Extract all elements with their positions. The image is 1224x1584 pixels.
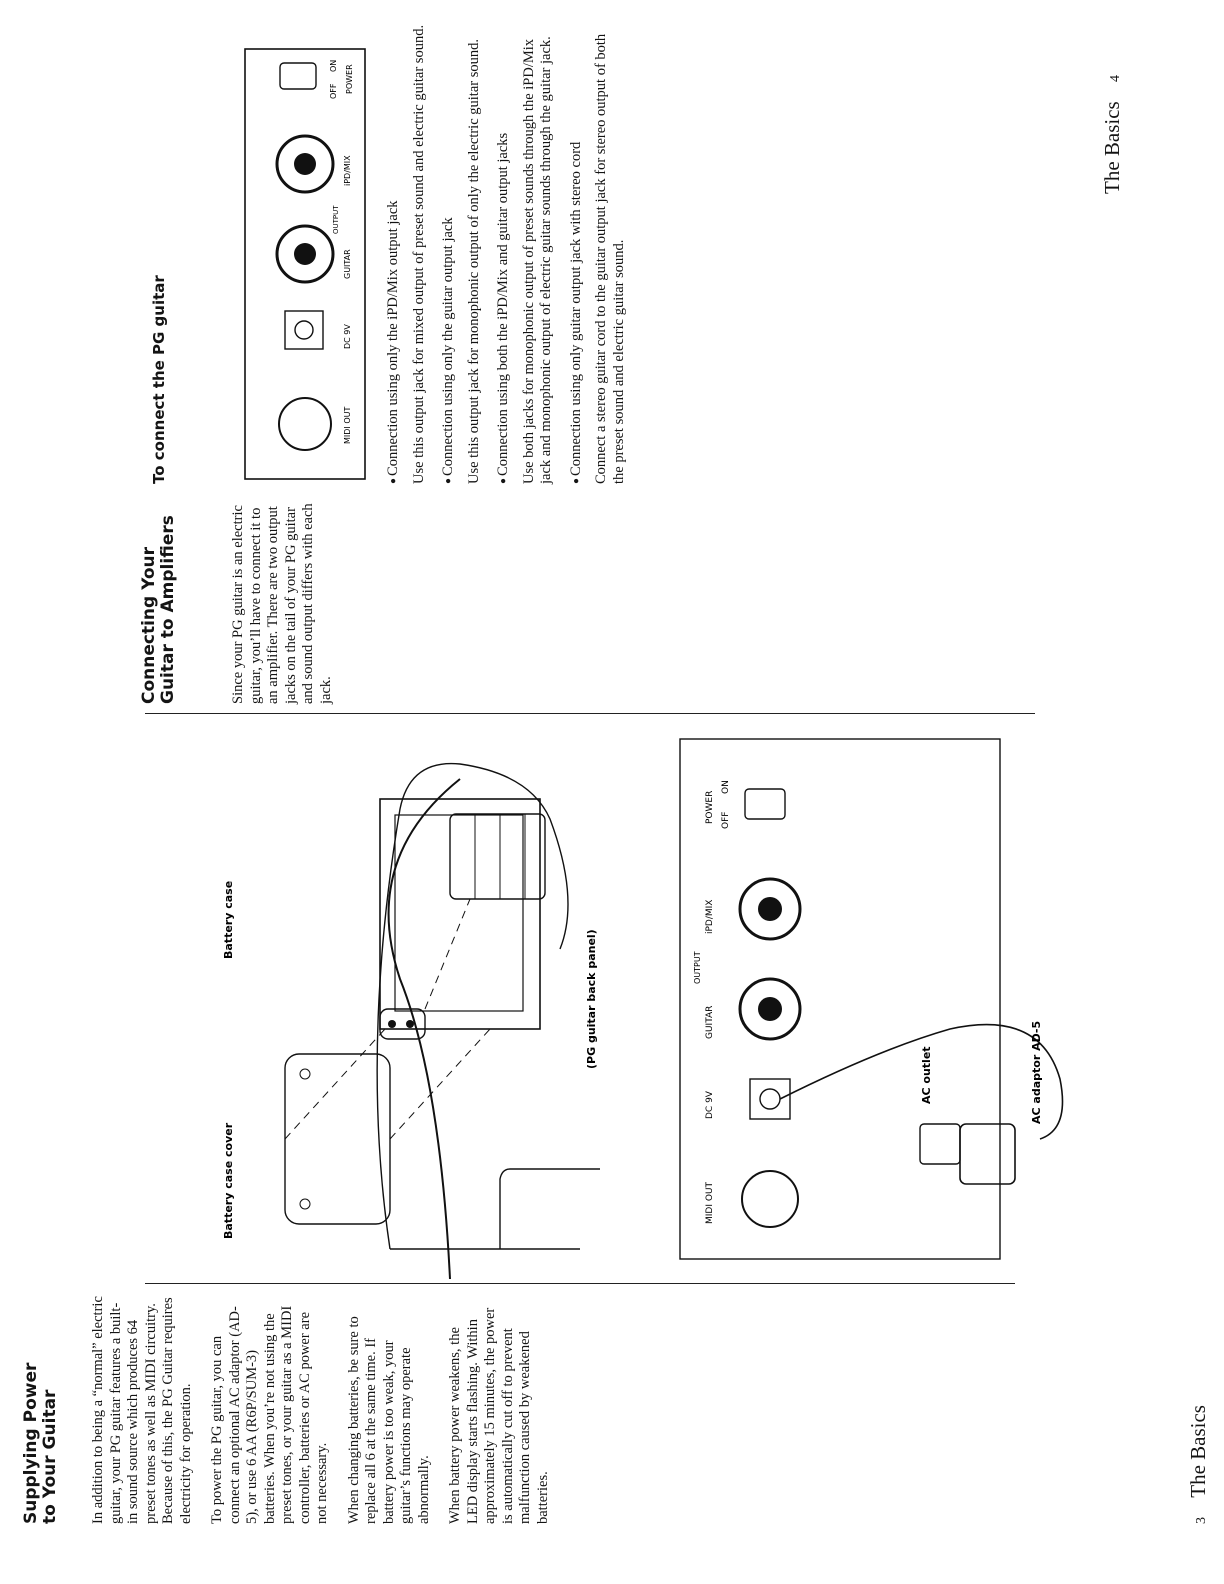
right-heading-line-2: Guitar to Amplifiers: [158, 515, 178, 704]
dc-9v-label: DC 9V: [705, 1091, 715, 1119]
battery-compartment-figure: [200, 759, 600, 1279]
cover-screw-icon: [300, 1199, 310, 1209]
right-dc-9v-label: DC 9V: [343, 324, 352, 349]
right-intro-paragraph: Since your PG guitar is an electric guitar, you’ll have to connect it to an amplifier. There are two output jacks on the tail of your PG guitar and sound output differs with each jack.: [230, 503, 334, 704]
left-paragraph-1: In addition to being a “normal” electric guitar, your PG guitar features a built-in sound source which produces 64 preset tones as well as MIDI circuitry. Because of this, the PG Guitar requires electricity for operation.: [90, 1296, 194, 1524]
left-page-number: 3: [1194, 1517, 1209, 1524]
right-page-divider-rule: [145, 713, 1035, 714]
left-heading-line-1: Supplying Power: [21, 1362, 41, 1524]
connection-title: ● Connection using only the guitar output jack: [440, 14, 458, 484]
right-on-label: ON: [329, 59, 338, 72]
right-off-label: OFF: [329, 83, 338, 99]
ipd-mix-label: iPD/MIX: [705, 899, 715, 934]
ac-outlet-label: AC outlet: [920, 1046, 933, 1104]
cover-screw-icon-2: [300, 1069, 310, 1079]
right-ipd-mix-label: iPD/MIX: [343, 155, 352, 186]
right-dc-9v-jack: [285, 311, 323, 349]
guitar-output-jack-core: [758, 997, 782, 1021]
ac-adaptor-ad5: [960, 1124, 1015, 1184]
output-label: OUTPUT: [693, 951, 702, 984]
right-midi-out-jack: [279, 398, 331, 450]
right-guitar-output-jack-core: [294, 243, 316, 265]
snap-terminal-icon: [388, 1020, 396, 1028]
left-page-heading: [22, 1363, 60, 1524]
right-midi-out-label: MIDI OUT: [343, 406, 352, 444]
snap-terminal-icon-2: [406, 1020, 414, 1028]
connection-item: [385, 14, 428, 484]
battery-case: [450, 814, 545, 899]
right-output-label: OUTPUT: [332, 205, 340, 234]
ipd-mix-output-jack-core: [758, 897, 782, 921]
ac-adaptor-label: AC adaptor AD-5: [1030, 1020, 1043, 1124]
connect-subheading: To connect the PG guitar: [150, 275, 168, 484]
battery-case-cover: [285, 1054, 390, 1224]
right-page-heading: [140, 515, 178, 704]
right-power-switch: [280, 63, 316, 89]
right-footer: [1100, 75, 1125, 194]
left-heading-line-2: to Your Guitar: [40, 1389, 60, 1524]
guitar-body-outline: [390, 1169, 600, 1249]
battery-case-cover-label: Battery case cover: [222, 1122, 235, 1239]
left-footer-section: The Basics: [1186, 1405, 1210, 1498]
connection-title: ● Connection using only guitar output jack with stereo cord: [568, 14, 586, 484]
on-label: ON: [721, 780, 731, 794]
connection-item: [495, 14, 556, 484]
connection-title: ● Connection using both the iPD/Mix and guitar output jacks: [495, 14, 513, 484]
right-page-number: 4: [1108, 75, 1123, 83]
left-page-divider-rule: [145, 1283, 1015, 1284]
guitar-label: GUITAR: [705, 1005, 715, 1039]
power-label: POWER: [705, 790, 715, 824]
battery-cavity-inner: [395, 815, 523, 1011]
connection-description: Connect a stereo guitar cord to the guitar output jack for stereo output of both the preset sound and electric guitar sound.: [593, 33, 627, 484]
right-footer-section: The Basics: [1100, 101, 1124, 194]
left-paragraph-2: To power the PG guitar, you can connect an optional AC adaptor (AD-5), or use 6 AA (R6P/SUM-3) batteries. When you’re not using the preset tones, or your guitar as a MIDI controller, batteries or AC power are not necessary.: [209, 1305, 330, 1524]
right-heading-line-1: Connecting Your: [139, 546, 159, 704]
right-power-label: POWER: [345, 64, 354, 94]
connection-description: Use this output jack for mixed output of preset sound and electric guitar sound.: [410, 24, 427, 484]
dc-9v-jack: [750, 1079, 790, 1119]
connection-title: ● Connection using only the iPD/Mix output jack: [385, 14, 403, 484]
connection-description: Use this output jack for monophonic output of only the electric guitar sound.: [465, 39, 482, 484]
off-label: OFF: [721, 811, 731, 829]
dc-jack-hole: [760, 1089, 780, 1109]
connection-list: [385, 14, 640, 484]
back-panel-caption: (PG guitar back panel): [585, 929, 598, 1069]
midi-out-jack: [742, 1171, 798, 1227]
connection-item: [440, 14, 483, 484]
left-page-body: [90, 1296, 566, 1524]
right-back-panel-figure: [240, 44, 370, 484]
left-paragraph-4: When battery power weakens, the LED display starts flashing. Within approximately 15 minutes, the power is automatically cut off to prevent malfunction caused by weakened batteries.: [447, 1307, 551, 1524]
ac-outlet: [920, 1124, 960, 1164]
connection-item: [568, 14, 629, 484]
power-switch: [745, 789, 785, 819]
right-page-intro: [230, 494, 349, 704]
left-footer: [1186, 1405, 1211, 1524]
battery-case-label: Battery case: [222, 880, 235, 959]
assembly-guide-lines: [285, 899, 490, 1139]
connection-description: Use both jacks for monophonic output of preset sounds through the iPD/Mix jack and monophonic output of electric guitar sounds through the guitar jack.: [520, 36, 554, 484]
right-dc-jack-hole: [295, 321, 313, 339]
right-guitar-label: GUITAR: [343, 249, 352, 279]
battery-cavity: [380, 799, 540, 1029]
back-panel-ac-figure: [620, 719, 1100, 1279]
right-ipd-mix-output-jack-core: [294, 153, 316, 175]
midi-out-label: MIDI OUT: [705, 1181, 715, 1224]
left-paragraph-3: When changing batteries, be sure to replace all 6 at the same time. If battery power is too weak, your guitar’s functions may operate abnormally.: [345, 1316, 432, 1524]
